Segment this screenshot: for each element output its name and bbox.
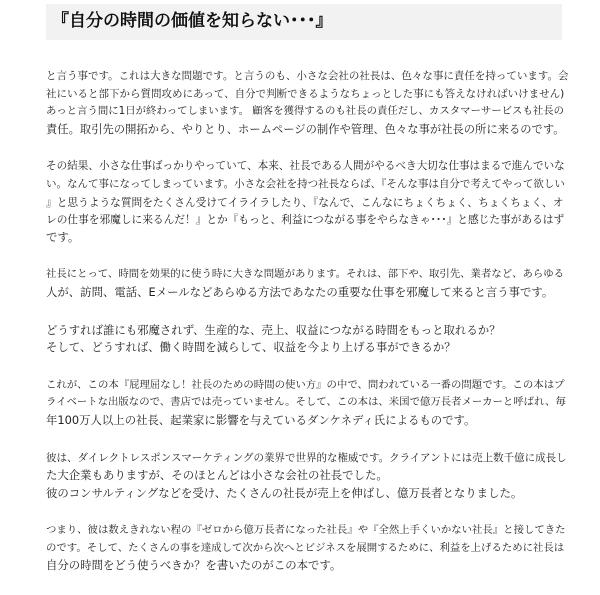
article-heading: 『自分の時間の価値を知らない･･･』 [52,11,333,31]
paragraph-1 [46,68,568,138]
text-line: です。 [46,229,80,244]
text-line: 社にいると部下から質問攻めにあって、自分で判断できるようなちょっとした事にも答えなければいけません) [46,87,565,100]
text-line: 自分の時間をどう使うべきか？を書いたのがこの本です。 [46,558,342,573]
text-line: 』と思うような質問をたくさん受けてイライラしたり、『なんで、こんなにちょくちょく、ちょくちょく、オ [46,195,564,209]
text-line: その結果、小さな仕事ばっかりやっていて、本来、社長である人間がやるべき大切な仕事はまるで進んでいな [46,160,565,173]
text-line: どうすれば誰にも邪魔されず、生産的な、売上、収益につながる時間をもっと取れるか？ [46,322,501,337]
text-line: 責任。取引先の開拓から、やりとり、ホームページの制作や管理、色々な事が社長の所に来るのです。 [46,122,565,136]
paragraph-2 [46,158,568,246]
text-line: い。なんて事になってしまっています。小さな会社を持つ社長ならば、『そんな事は自分で考えてやって欲しい [46,177,565,190]
text-line: のです。そして、たくさんの事を達成して次から次へとビジネスを展開するために、利益を上げるために社長は [46,541,565,554]
text-line: 年100万人以上の社長、起業家に影響を与えているダンケネディ氏によるものです。 [46,412,476,427]
text-line: 人が、訪問、電話、Eメールなどあらゆる方法であなたの重要な仕事を邪魔して来ると言う事です。 [46,284,554,299]
text-line: 社長にとって、時間を効果的に使う時に大きな問題があります。それは、部下や、取引先、業者など、あらゆる [46,268,565,281]
text-line: あっと言う間に1日が終わってしまいます。 顧客を獲得するのも社長の責任だし、カスタマーサービスも社長の [46,105,565,118]
text-line: た大企業もありますが、そのほとんどは小さな会社の社長でした。 [46,468,388,483]
paragraph-4 [46,322,568,357]
paragraph-3 [46,266,568,301]
article-body [46,68,568,595]
text-line: これが、この本『屁理屈なし！社長のための時間の使い方』の中で、問われている一番の問題です。この本はプ [46,378,565,391]
text-line: つまり、彼は数えきれない程の『ゼロから億万長者になった社長』や『全然上手くいかない社長』と接してきた [46,524,566,537]
text-line: ライベートな出版なので、書店では売っていません。そして、この本は、米国で億万長者メーカーと呼ばれ、毎 [46,396,566,409]
text-line: レの仕事を邪魔しに来るんだ！』とか『もっと、利益につながる事をやらなきゃ･･･』と感じた事があるはず [46,213,565,227]
paragraph-6 [46,450,568,503]
text-line: そして、どうすれば、働く時間を減らして、収益を今より上げる事ができるか？ [46,340,456,355]
text-line: 彼は、ダイレクトレスポンスマーケティングの業界で世界的な権威です。クライアントには売上数千億に成長し [46,451,567,464]
text-line: と言う事です。これは大きな問題です。と言うのも、小さな会社の社長は、色々な事に責任を持っています。会 [46,70,569,82]
text-line: 彼のコンサルティングなどを受け、たくさんの社長が売上を伸ばし、億万長者となりました。 [46,485,523,500]
paragraph-7 [46,522,568,575]
paragraph-5 [46,377,568,430]
